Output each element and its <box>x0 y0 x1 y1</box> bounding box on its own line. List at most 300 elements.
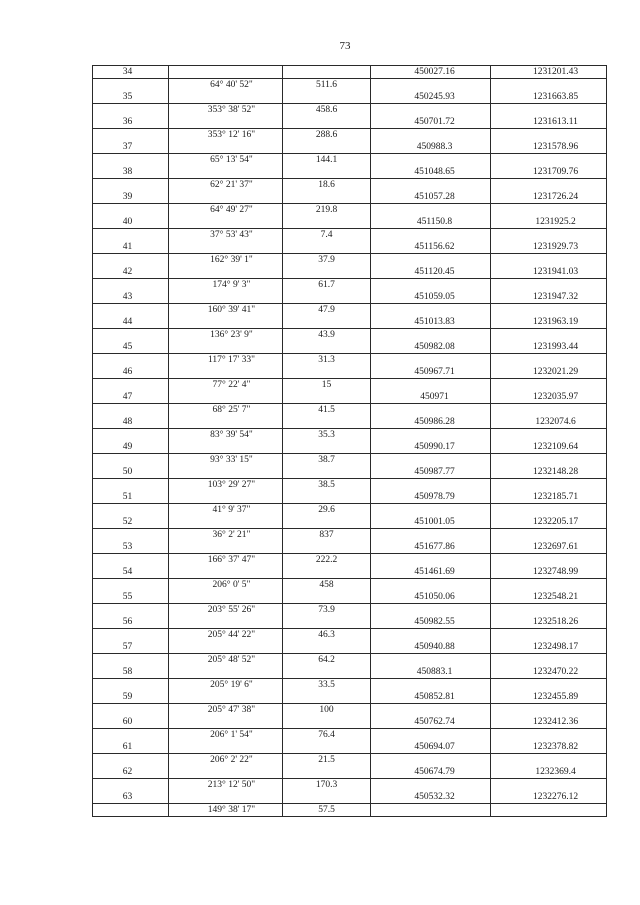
y-coordinate: 1232498.17 <box>491 641 607 654</box>
point-row <box>93 591 607 604</box>
point-row <box>93 166 607 179</box>
point-row <box>93 416 607 429</box>
empty-cell <box>283 491 371 504</box>
point-row <box>93 641 607 654</box>
y-coordinate: 1231726.24 <box>491 191 607 204</box>
segment-row <box>93 329 607 342</box>
empty-cell <box>491 529 607 542</box>
point-row <box>93 716 607 729</box>
x-coordinate: 450762.74 <box>371 716 491 729</box>
distance: 21.5 <box>283 754 371 767</box>
empty-cell <box>93 104 169 117</box>
empty-cell <box>491 404 607 417</box>
point-row <box>93 766 607 779</box>
segment-row <box>93 79 607 92</box>
empty-cell <box>169 166 283 179</box>
x-coordinate: 450986.28 <box>371 416 491 429</box>
empty-cell <box>283 566 371 579</box>
empty-cell <box>371 279 491 292</box>
distance: 222.2 <box>283 554 371 567</box>
direction-angle: 83° 39' 54" <box>169 429 283 442</box>
empty-cell <box>93 529 169 542</box>
point-number: 63 <box>93 791 169 804</box>
empty-cell <box>93 229 169 242</box>
empty-cell <box>371 504 491 517</box>
segment-row <box>93 429 607 442</box>
empty-cell <box>169 541 283 554</box>
empty-cell <box>169 591 283 604</box>
empty-cell <box>371 454 491 467</box>
point-row <box>93 616 607 629</box>
y-coordinate: 1232148.28 <box>491 466 607 479</box>
empty-cell <box>169 641 283 654</box>
distance: 73.9 <box>283 604 371 617</box>
point-number: 40 <box>93 216 169 229</box>
y-coordinate: 1232205.17 <box>491 516 607 529</box>
segment-row <box>93 679 607 692</box>
x-coordinate: 451156.62 <box>371 241 491 254</box>
y-coordinate: 1232035.97 <box>491 391 607 404</box>
empty-cell <box>491 629 607 642</box>
empty-cell <box>93 679 169 692</box>
empty-cell <box>169 716 283 729</box>
segment-row <box>93 104 607 117</box>
empty-cell <box>491 579 607 592</box>
page-number: 73 <box>339 40 351 52</box>
empty-cell <box>491 804 607 817</box>
y-coordinate: 1231613.11 <box>491 116 607 129</box>
x-coordinate: 450988.3 <box>371 141 491 154</box>
empty-cell <box>371 154 491 167</box>
empty-cell <box>371 529 491 542</box>
point-row <box>93 191 607 204</box>
empty-cell <box>169 241 283 254</box>
empty-cell <box>283 641 371 654</box>
point-number: 50 <box>93 466 169 479</box>
empty-cell <box>371 354 491 367</box>
point-row <box>93 441 607 454</box>
empty-cell <box>169 666 283 679</box>
segment-row <box>93 454 607 467</box>
direction-angle: 77° 22' 4" <box>169 379 283 392</box>
empty-cell <box>169 516 283 529</box>
empty-cell <box>169 416 283 429</box>
segment-row <box>93 354 607 367</box>
empty-cell <box>93 779 169 792</box>
y-coordinate: 1232074.6 <box>491 416 607 429</box>
segment-row <box>93 629 607 642</box>
empty-cell <box>169 141 283 154</box>
y-coordinate: 1231929.73 <box>491 241 607 254</box>
segment-row <box>93 754 607 767</box>
distance: 47.9 <box>283 304 371 317</box>
distance: 61.7 <box>283 279 371 292</box>
point-number: 41 <box>93 241 169 254</box>
point-row <box>93 91 607 104</box>
segment-row <box>93 529 607 542</box>
empty-cell <box>93 704 169 717</box>
empty-cell <box>283 241 371 254</box>
empty-cell <box>371 779 491 792</box>
point-number: 56 <box>93 616 169 629</box>
empty-cell <box>491 154 607 167</box>
y-coordinate: 1231963.19 <box>491 316 607 329</box>
point-row <box>93 466 607 479</box>
empty-cell <box>283 591 371 604</box>
point-number: 36 <box>93 116 169 129</box>
empty-cell <box>283 741 371 754</box>
empty-cell <box>93 554 169 567</box>
empty-cell <box>371 679 491 692</box>
empty-cell <box>491 604 607 617</box>
empty-cell <box>491 779 607 792</box>
x-coordinate: 450245.93 <box>371 91 491 104</box>
segment-row <box>93 779 607 792</box>
point-row <box>93 216 607 229</box>
empty-cell <box>169 316 283 329</box>
y-coordinate: 1232109.64 <box>491 441 607 454</box>
x-coordinate: 450694.07 <box>371 741 491 754</box>
point-row <box>93 691 607 704</box>
distance: 458.6 <box>283 104 371 117</box>
empty-cell <box>169 766 283 779</box>
coordinates-table <box>92 65 607 817</box>
empty-cell <box>371 729 491 742</box>
distance: 458 <box>283 579 371 592</box>
y-coordinate: 1231201.43 <box>491 66 607 79</box>
empty-cell <box>371 404 491 417</box>
point-row <box>93 366 607 379</box>
segment-row <box>93 254 607 267</box>
empty-cell <box>371 754 491 767</box>
empty-cell <box>283 716 371 729</box>
point-number: 37 <box>93 141 169 154</box>
empty-cell <box>169 691 283 704</box>
point-number: 52 <box>93 516 169 529</box>
empty-cell <box>371 179 491 192</box>
empty-cell <box>371 204 491 217</box>
empty-cell <box>93 579 169 592</box>
y-coordinate: 1231925.2 <box>491 216 607 229</box>
distance: 38.7 <box>283 454 371 467</box>
empty-cell <box>169 116 283 129</box>
y-coordinate: 1232378.82 <box>491 741 607 754</box>
empty-cell <box>93 454 169 467</box>
empty-cell <box>283 691 371 704</box>
empty-cell <box>93 754 169 767</box>
segment-row <box>93 129 607 142</box>
direction-angle: 64° 49' 27" <box>169 204 283 217</box>
y-coordinate: 1231578.96 <box>491 141 607 154</box>
point-number: 38 <box>93 166 169 179</box>
y-coordinate: 1232455.89 <box>491 691 607 704</box>
empty-cell <box>371 704 491 717</box>
y-coordinate: 1232412.36 <box>491 716 607 729</box>
empty-cell <box>93 354 169 367</box>
empty-cell <box>93 204 169 217</box>
x-coordinate: 451048.65 <box>371 166 491 179</box>
empty-cell <box>491 504 607 517</box>
point-number: 59 <box>93 691 169 704</box>
empty-cell <box>93 604 169 617</box>
segment-row <box>93 404 607 417</box>
x-coordinate: 450971 <box>371 391 491 404</box>
x-coordinate: 451057.28 <box>371 191 491 204</box>
empty-cell <box>93 729 169 742</box>
direction-angle: 174° 9' 3" <box>169 279 283 292</box>
point-row <box>93 341 607 354</box>
empty-cell <box>371 304 491 317</box>
empty-cell <box>169 616 283 629</box>
point-number: 60 <box>93 716 169 729</box>
empty-cell <box>283 516 371 529</box>
direction-angle: 205° 47' 38" <box>169 704 283 717</box>
x-coordinate: 450982.55 <box>371 616 491 629</box>
empty-cell <box>491 79 607 92</box>
empty-cell <box>93 504 169 517</box>
empty-cell <box>371 104 491 117</box>
direction-angle: 162° 39' 1" <box>169 254 283 267</box>
distance: 144.1 <box>283 154 371 167</box>
empty-cell <box>93 129 169 142</box>
point-row <box>93 391 607 404</box>
point-number: 51 <box>93 491 169 504</box>
x-coordinate: 451677.86 <box>371 541 491 554</box>
empty-cell <box>169 266 283 279</box>
empty-cell <box>93 304 169 317</box>
y-coordinate: 1232021.29 <box>491 366 607 379</box>
direction-angle: 205° 19' 6" <box>169 679 283 692</box>
segment-row <box>93 179 607 192</box>
distance: 46.3 <box>283 629 371 642</box>
empty-cell <box>283 666 371 679</box>
y-coordinate: 1231941.03 <box>491 266 607 279</box>
distance: 37.9 <box>283 254 371 267</box>
distance: 38.5 <box>283 479 371 492</box>
empty-cell <box>169 216 283 229</box>
empty-cell <box>283 391 371 404</box>
distance: 29.6 <box>283 504 371 517</box>
direction-angle: 36° 2' 21" <box>169 529 283 542</box>
empty-cell <box>93 654 169 667</box>
empty-cell <box>371 579 491 592</box>
segment-row <box>93 729 607 742</box>
distance: 219.8 <box>283 204 371 217</box>
segment-row <box>93 304 607 317</box>
direction-angle: 353° 38' 52" <box>169 104 283 117</box>
distance: 288.6 <box>283 129 371 142</box>
x-coordinate: 451120.45 <box>371 266 491 279</box>
direction-angle: 166° 37' 47" <box>169 554 283 567</box>
direction-angle: 64° 40' 52" <box>169 79 283 92</box>
point-number: 55 <box>93 591 169 604</box>
empty-cell <box>491 354 607 367</box>
empty-cell <box>491 104 607 117</box>
point-row <box>93 666 607 679</box>
empty-cell <box>491 129 607 142</box>
x-coordinate: 450940.88 <box>371 641 491 654</box>
point-row <box>93 566 607 579</box>
empty-cell <box>93 79 169 92</box>
empty-cell <box>371 554 491 567</box>
empty-cell <box>169 491 283 504</box>
point-number: 58 <box>93 666 169 679</box>
point-row <box>93 66 607 79</box>
point-number: 61 <box>93 741 169 754</box>
point-row <box>93 491 607 504</box>
empty-cell <box>371 254 491 267</box>
segment-row <box>93 379 607 392</box>
segment-row <box>93 704 607 717</box>
empty-cell <box>169 391 283 404</box>
direction-angle: 353° 12' 16" <box>169 129 283 142</box>
empty-cell <box>371 379 491 392</box>
direction-angle: 203° 55' 26" <box>169 604 283 617</box>
empty-cell <box>371 129 491 142</box>
empty-cell <box>93 479 169 492</box>
empty-cell <box>93 629 169 642</box>
distance: 7.4 <box>283 229 371 242</box>
direction-angle: 213° 12' 50" <box>169 779 283 792</box>
x-coordinate: 451050.06 <box>371 591 491 604</box>
empty-cell <box>169 341 283 354</box>
point-number: 48 <box>93 416 169 429</box>
point-number: 53 <box>93 541 169 554</box>
empty-cell <box>283 116 371 129</box>
empty-cell <box>491 754 607 767</box>
empty-cell <box>169 66 283 79</box>
distance: 33.5 <box>283 679 371 692</box>
point-row <box>93 291 607 304</box>
distance: 100 <box>283 704 371 717</box>
direction-angle: 136° 23' 9" <box>169 329 283 342</box>
distance: 31.3 <box>283 354 371 367</box>
point-row <box>93 516 607 529</box>
point-row <box>93 241 607 254</box>
empty-cell <box>491 679 607 692</box>
empty-cell <box>283 416 371 429</box>
direction-angle: 206° 0' 5" <box>169 579 283 592</box>
segment-row <box>93 579 607 592</box>
empty-cell <box>93 179 169 192</box>
direction-angle: 205° 48' 52" <box>169 654 283 667</box>
segment-row <box>93 804 607 817</box>
direction-angle: 62° 21' 37" <box>169 179 283 192</box>
empty-cell <box>93 404 169 417</box>
point-number: 42 <box>93 266 169 279</box>
empty-cell <box>491 704 607 717</box>
empty-cell <box>283 141 371 154</box>
segment-row <box>93 204 607 217</box>
distance: 57.5 <box>283 804 371 817</box>
distance: 18.6 <box>283 179 371 192</box>
empty-cell <box>283 316 371 329</box>
empty-cell <box>169 441 283 454</box>
empty-cell <box>169 791 283 804</box>
x-coordinate: 450982.08 <box>371 341 491 354</box>
y-coordinate: 1231993.44 <box>491 341 607 354</box>
empty-cell <box>491 254 607 267</box>
y-coordinate: 1232276.12 <box>491 791 607 804</box>
direction-angle: 117° 17' 33" <box>169 354 283 367</box>
direction-angle: 149° 38' 17" <box>169 804 283 817</box>
point-row <box>93 541 607 554</box>
x-coordinate: 451461.69 <box>371 566 491 579</box>
empty-cell <box>371 804 491 817</box>
segment-row <box>93 554 607 567</box>
empty-cell <box>283 616 371 629</box>
point-number: 49 <box>93 441 169 454</box>
y-coordinate: 1231709.76 <box>491 166 607 179</box>
x-coordinate: 450978.79 <box>371 491 491 504</box>
x-coordinate: 450532.32 <box>371 791 491 804</box>
empty-cell <box>283 541 371 554</box>
point-row <box>93 266 607 279</box>
empty-cell <box>491 654 607 667</box>
x-coordinate: 450674.79 <box>371 766 491 779</box>
empty-cell <box>491 379 607 392</box>
empty-cell <box>93 279 169 292</box>
empty-cell <box>283 791 371 804</box>
empty-cell <box>371 654 491 667</box>
empty-cell <box>283 216 371 229</box>
empty-cell <box>169 741 283 754</box>
x-coordinate: 451013.83 <box>371 316 491 329</box>
distance: 837 <box>283 529 371 542</box>
empty-cell <box>371 629 491 642</box>
y-coordinate: 1232697.61 <box>491 541 607 554</box>
empty-cell <box>491 429 607 442</box>
empty-cell <box>169 91 283 104</box>
point-number: 57 <box>93 641 169 654</box>
distance: 41.5 <box>283 404 371 417</box>
direction-angle: 65° 13' 54" <box>169 154 283 167</box>
y-coordinate: 1232748.99 <box>491 566 607 579</box>
point-number: 39 <box>93 191 169 204</box>
x-coordinate: 451150.8 <box>371 216 491 229</box>
empty-cell <box>283 766 371 779</box>
empty-cell <box>283 466 371 479</box>
y-coordinate: 1231947.32 <box>491 291 607 304</box>
segment-row <box>93 279 607 292</box>
empty-cell <box>93 154 169 167</box>
segment-row <box>93 479 607 492</box>
point-row <box>93 791 607 804</box>
empty-cell <box>93 429 169 442</box>
direction-angle: 205° 44' 22" <box>169 629 283 642</box>
x-coordinate: 450987.77 <box>371 466 491 479</box>
point-number: 34 <box>93 66 169 79</box>
empty-cell <box>93 329 169 342</box>
point-number: 45 <box>93 341 169 354</box>
segment-row <box>93 654 607 667</box>
empty-cell <box>283 91 371 104</box>
empty-cell <box>169 191 283 204</box>
distance: 35.3 <box>283 429 371 442</box>
x-coordinate: 450883.1 <box>371 666 491 679</box>
point-number: 35 <box>93 91 169 104</box>
empty-cell <box>93 254 169 267</box>
distance: 76.4 <box>283 729 371 742</box>
empty-cell <box>283 441 371 454</box>
segment-row <box>93 504 607 517</box>
x-coordinate: 450027.16 <box>371 66 491 79</box>
y-coordinate: 1232369.4 <box>491 766 607 779</box>
empty-cell <box>169 466 283 479</box>
distance: 43.9 <box>283 329 371 342</box>
empty-cell <box>283 366 371 379</box>
distance: 170.3 <box>283 779 371 792</box>
